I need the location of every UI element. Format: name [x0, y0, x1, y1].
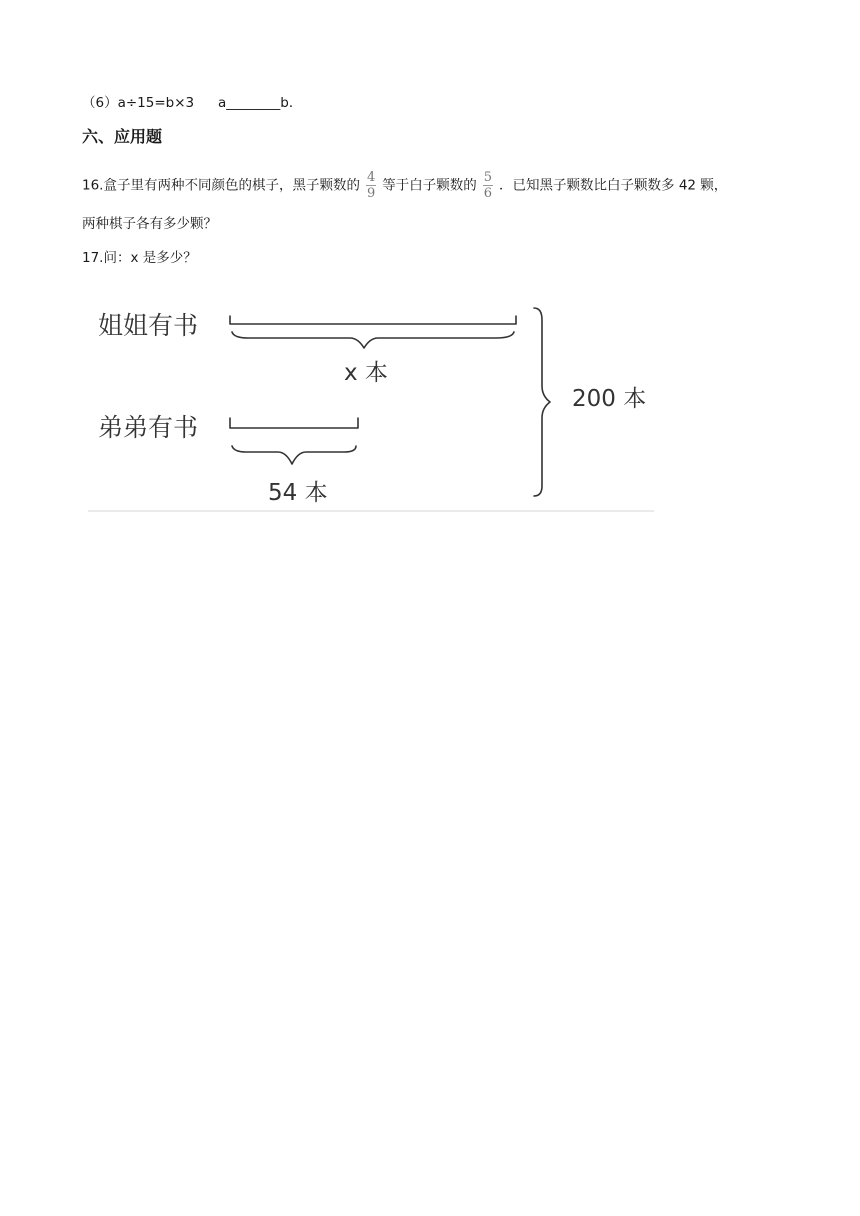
- sister-brace: [232, 332, 514, 348]
- sister-label: 姐姐有书: [98, 311, 199, 340]
- x-books-label: x 本: [344, 360, 388, 386]
- total-brace: [534, 308, 550, 496]
- brother-segment: [230, 418, 358, 428]
- brother-brace: [232, 446, 356, 464]
- question-16-text-2: 等于白子颗数的: [382, 177, 477, 194]
- total-books-label: 200 本: [572, 386, 647, 412]
- question-6: [82, 91, 303, 111]
- fraction-four-ninths: $\frac{4}{9}$: [366, 170, 376, 201]
- question-16-text-3: ．已知黑子颗数比白子颗数多 42 颗，: [499, 177, 728, 194]
- question-16: [82, 171, 727, 200]
- question-16-text-1: 16.盒子里有两种不同颜色的棋子，黑子颗数的: [82, 177, 360, 194]
- question-6-answer: a________b．: [218, 95, 303, 111]
- section-heading: 六、应用题: [82, 127, 163, 146]
- brother-label: 弟弟有书: [98, 413, 199, 442]
- fraction-five-sixths: $\frac{5}{6}$: [483, 170, 493, 201]
- sister-segment: [230, 316, 516, 324]
- question-17: 17.问：x 是多少？: [82, 250, 197, 266]
- line-segment-diagram: [88, 296, 654, 516]
- brother-books-label: 54 本: [268, 480, 328, 506]
- answer-blank[interactable]: ________: [226, 95, 281, 111]
- question-16-line-2: 两种棋子各有多少颗？: [82, 216, 217, 232]
- question-6-equation: （6）a÷15=b×3: [82, 95, 195, 111]
